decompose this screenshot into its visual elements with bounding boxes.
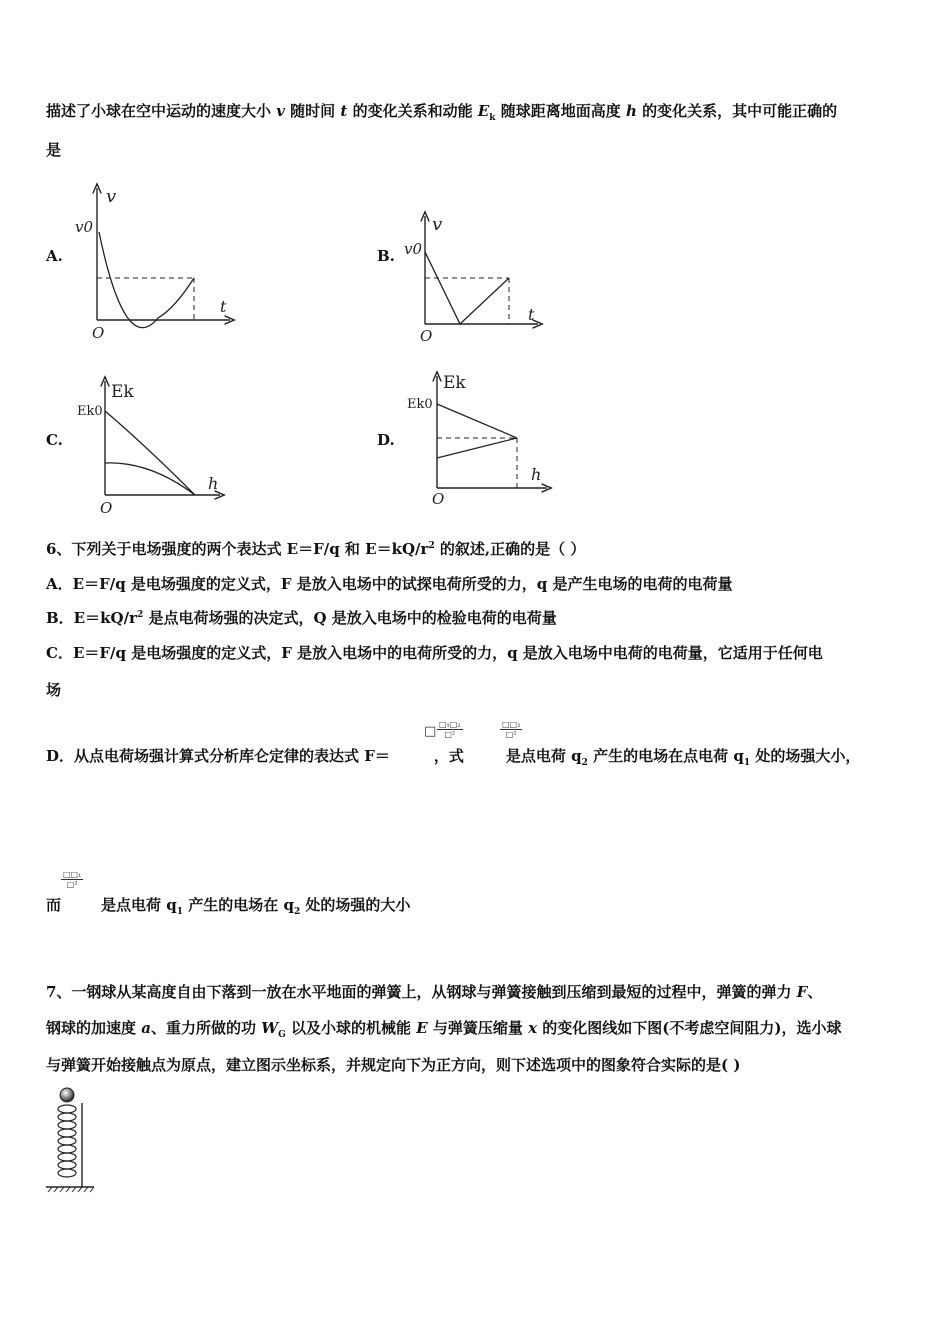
line-d-lower xyxy=(437,438,517,458)
option-d-label[interactable]: D. xyxy=(377,431,395,449)
q7-text: 、 xyxy=(807,983,823,1001)
q6-d-text: D．从点电荷场强计算式分析库仑定律的表达式 F＝ xyxy=(46,747,390,765)
q6-stem xyxy=(46,539,585,559)
q6-stem-text: 6、下列关于电场强度的两个表达式 E＝F/q 和 E＝kQ/r xyxy=(46,540,429,558)
frac-3-den: □² xyxy=(66,880,78,889)
sub-1: 1 xyxy=(176,907,183,917)
label-v0: v0 xyxy=(75,218,94,236)
q7-stem-line2 xyxy=(46,1018,841,1038)
frac-2-num: □□₂ xyxy=(502,720,521,729)
q6-option-c-line1[interactable]: C．E＝F/q 是电场强度的定义式，F 是放入电场中的电荷所受的力，q 是放入电场中电荷的电荷量，它适用于任何电 xyxy=(46,644,823,662)
q6-option-d-line1[interactable] xyxy=(46,746,860,766)
var-v: v xyxy=(276,102,285,120)
var-h: h xyxy=(625,102,637,120)
label-v: v xyxy=(432,214,443,235)
label-t: t xyxy=(528,305,535,324)
q7-stem-line3: 与弹簧开始接触点为原点，建立图示坐标系，并规定向下为正方向，则下述选项中的图象符合实际的是( ) xyxy=(46,1056,741,1074)
q7-text: 的变化图线如下图(不考虑空间阻力)，选小球 xyxy=(537,1019,842,1037)
q6-d2-text: 处的场强的大小 xyxy=(300,896,411,914)
frac-3-num: □□₁ xyxy=(63,870,82,879)
var-t: t xyxy=(340,102,348,120)
sub-k: k xyxy=(489,113,496,123)
label-origin: O xyxy=(100,499,113,517)
q7-stem-line1 xyxy=(46,982,822,1002)
sub-2: 2 xyxy=(581,758,588,768)
label-v: v xyxy=(106,186,117,207)
q6-d2-text: 而 xyxy=(46,896,62,914)
sup-2: 2 xyxy=(136,610,144,620)
q5-text: 随时间 xyxy=(284,102,341,120)
label-origin: O xyxy=(420,327,433,345)
q6-option-d-line2 xyxy=(46,895,410,915)
label-Ek0: Ek0 xyxy=(407,397,433,412)
graph-b xyxy=(400,210,550,345)
q6-stem-text: 的叙述,正确的是（ ） xyxy=(434,540,586,558)
var-a: a xyxy=(141,1019,151,1037)
q6-option-a[interactable]: A．E＝F/q 是电场强度的定义式，F 是放入电场中的试探电荷所受的力，q 是产生电场的电荷的电荷量 xyxy=(46,575,733,593)
q6-b-text: B．E＝kQ/r xyxy=(46,609,137,627)
label-Ek0: Ek0 xyxy=(77,404,103,419)
option-a-label[interactable]: A. xyxy=(46,247,63,265)
q6-d2-text: 产生的电场在 q xyxy=(183,896,294,914)
line-d-upper xyxy=(437,404,517,438)
var-W: W xyxy=(261,1019,279,1037)
q7-text: 钢球的加速度 xyxy=(46,1019,142,1037)
q7-text: 、重力所做的功 xyxy=(150,1019,262,1037)
ground-hatch xyxy=(48,1187,94,1192)
sub-1: 1 xyxy=(743,758,751,768)
frac-1-num: □₁□₂ xyxy=(439,720,461,729)
frac-2-den: □² xyxy=(505,730,517,739)
label-h: h xyxy=(531,465,542,484)
q5-stem-line1 xyxy=(46,101,837,121)
q6-d-text: 是点电荷 q xyxy=(505,747,582,765)
q5-text: 的变化关系，其中可能正确的 xyxy=(636,102,838,120)
curve-b xyxy=(425,252,509,324)
option-b-label[interactable]: B. xyxy=(377,247,395,265)
formula-frac-2 xyxy=(500,720,522,739)
var-x: x xyxy=(528,1019,538,1037)
sup-2: 2 xyxy=(428,541,435,551)
q7-text: 7、一钢球从某高度自由下落到一放在水平地面的弹簧上，从钢球与弹簧接触到压缩到最短的过程中，弹簧的弹力 xyxy=(46,983,797,1001)
formula-box: □ xyxy=(424,724,437,739)
label-origin: O xyxy=(92,324,105,342)
curve-c-upper xyxy=(105,411,195,495)
q6-d-text: 处的场强大小， xyxy=(750,747,861,765)
q6-option-c-line2: 场 xyxy=(46,681,62,699)
q7-text: 以及小球的机械能 xyxy=(285,1019,417,1037)
q6-option-b[interactable] xyxy=(46,608,557,628)
var-E: E xyxy=(416,1019,428,1037)
label-h: h xyxy=(208,474,219,493)
formula-frac-1 xyxy=(437,720,463,739)
q5-text: 随球距离地面高度 xyxy=(495,102,626,120)
option-c-label[interactable]: C. xyxy=(46,431,63,449)
q6-d-text: ，式 xyxy=(433,747,464,765)
label-Ek: Ek xyxy=(111,382,134,402)
var-E: E xyxy=(477,102,490,120)
spring-coils xyxy=(58,1105,76,1177)
label-origin: O xyxy=(432,490,445,508)
q6-d-text: 产生的电场在点电荷 q xyxy=(587,747,744,765)
label-v0: v0 xyxy=(404,240,423,258)
sub-2: 2 xyxy=(293,907,301,917)
graph-c xyxy=(75,375,230,515)
q5-stem-line2: 是 xyxy=(46,141,62,159)
sub-G: G xyxy=(278,1030,286,1040)
q7-text: 与弹簧压缩量 xyxy=(427,1019,529,1037)
q5-text: 的变化关系和动能 xyxy=(347,102,478,120)
frac-1-den: □² xyxy=(444,730,456,739)
label-t: t xyxy=(220,297,227,316)
steel-ball xyxy=(60,1088,74,1102)
q5-text: 描述了小球在空中运动的速度大小 xyxy=(46,102,277,120)
label-Ek: Ek xyxy=(443,373,466,393)
spring-ball-figure xyxy=(42,1085,102,1200)
curve-c-lower xyxy=(105,463,195,495)
formula-frac-3 xyxy=(61,870,83,889)
graph-d xyxy=(405,370,555,510)
curve-a xyxy=(99,232,194,328)
graph-a xyxy=(70,180,250,345)
q6-d2-text: 是点电荷 q xyxy=(101,896,177,914)
q6-b-text: 是点电荷场强的决定式，Q 是放入电场中的检验电荷的电荷量 xyxy=(143,609,557,627)
var-F: F xyxy=(796,983,808,1001)
